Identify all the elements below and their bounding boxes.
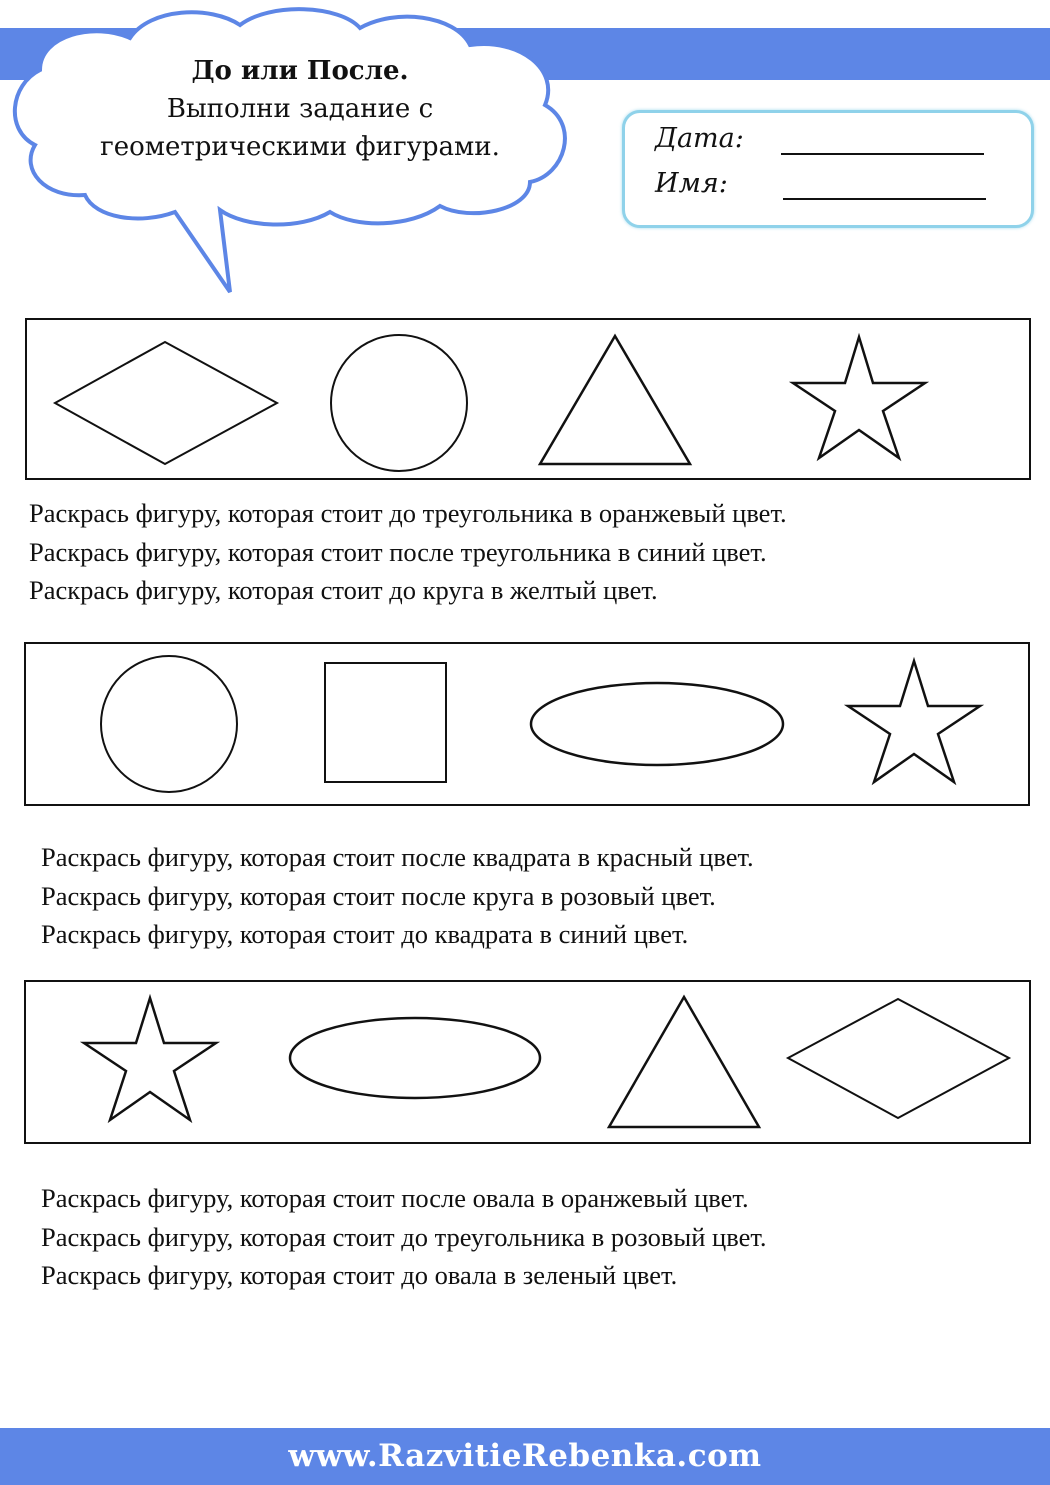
worksheet-subtitle-line2: геометрическими фигурами. (100, 132, 500, 162)
rhombus-shape[interactable] (55, 342, 277, 464)
instruction-line: Раскрась фигуру, которая стоит после круга в розовый цвет. (41, 880, 716, 911)
instruction-line: Раскрась фигуру, которая стоит после квадрата в красный цвет. (41, 842, 754, 872)
name-row (655, 168, 728, 199)
triangle-shape[interactable] (540, 336, 690, 464)
instruction-line: Раскрась фигуру, которая стоит до квадрата в синий цвет. (41, 919, 689, 949)
star-shape[interactable] (848, 661, 980, 782)
date-name-box (622, 110, 1034, 228)
shape-row-2-canvas (26, 644, 1028, 804)
date-row (655, 123, 744, 154)
oval-shape[interactable] (290, 1018, 540, 1098)
star-shape[interactable] (84, 998, 216, 1120)
instruction-line: Раскрась фигуру, которая стоит до треугольника в розовый цвет. (41, 1221, 767, 1252)
circle-shape[interactable] (331, 335, 467, 471)
task-3-instructions (41, 1179, 767, 1295)
shape-row-1-canvas (27, 320, 1029, 478)
name-blank-line[interactable] (783, 198, 986, 200)
cloud-heading (40, 52, 560, 166)
date-blank-line[interactable] (781, 153, 984, 155)
rhombus-shape[interactable] (788, 999, 1009, 1118)
instruction-line: Раскрась фигуру, которая стоит до треугольника в оранжевый цвет. (29, 498, 787, 528)
instruction-line: Раскрась фигуру, которая стоит до круга в желтый цвет. (29, 575, 658, 605)
instruction-line: Раскрась фигуру, которая стоит после овала в оранжевый цвет. (41, 1183, 749, 1213)
instruction-line: Раскрась фигуру, которая стоит после треугольника в синий цвет. (29, 536, 767, 567)
instruction-line: Раскрась фигуру, которая стоит до овала в зеленый цвет. (41, 1260, 678, 1290)
worksheet-title: До или После. (191, 56, 409, 86)
square-shape[interactable] (325, 663, 446, 782)
shape-row-3 (24, 980, 1031, 1144)
name-label: Имя: (655, 168, 728, 199)
task-1-instructions (29, 494, 787, 610)
shape-row-1 (25, 318, 1031, 480)
worksheet-subtitle-line1: Выполни задание с (166, 94, 434, 124)
oval-shape[interactable] (531, 683, 783, 765)
shape-row-2 (24, 642, 1030, 806)
task-2-instructions (41, 838, 754, 954)
footer-website-link[interactable]: www.RazvitieRebenka.com (288, 1438, 762, 1474)
triangle-shape[interactable] (609, 997, 759, 1127)
shape-row-3-canvas (26, 982, 1029, 1142)
circle-shape[interactable] (101, 656, 237, 792)
date-label: Дата: (655, 123, 744, 154)
star-shape[interactable] (793, 337, 925, 458)
